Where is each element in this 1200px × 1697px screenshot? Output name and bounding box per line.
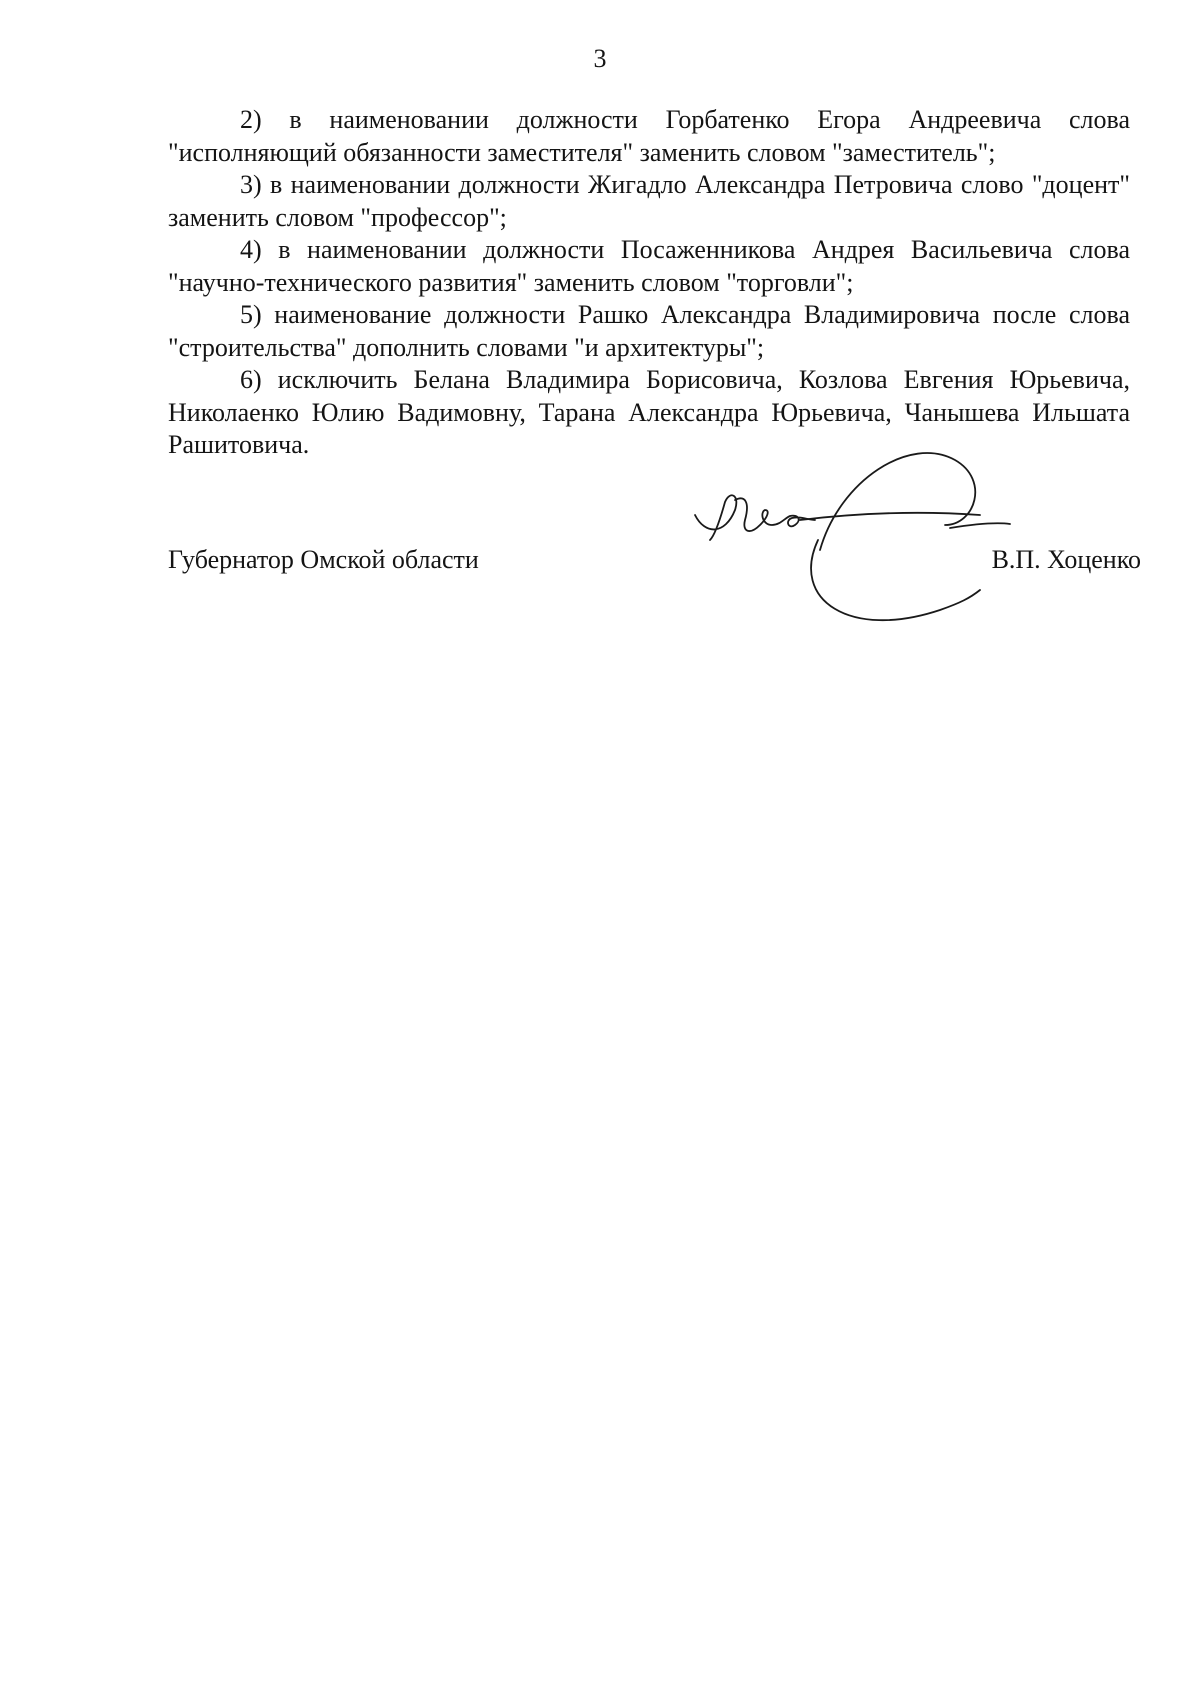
list-item: 3) в наименовании должности Жигадло Александра Петровича слово "доцент" заменить словом "профессор";: [168, 170, 1130, 232]
signer-name: В.П. Хоценко: [991, 545, 1141, 574]
signature-underline-stroke: [800, 513, 980, 520]
document-body: [168, 104, 1130, 462]
signature-initial-stroke: [695, 495, 736, 540]
signature-loop-stroke: [820, 453, 975, 550]
list-item: 2) в наименовании должности Горбатенко Егора Андреевича слова "исполняющий обязанности заместителя" заменить словом "заместитель";: [168, 105, 1130, 167]
list-item: 5) наименование должности Рашко Александра Владимировича после слова "строительства" дополнить словами "и архитектуры";: [168, 300, 1130, 362]
signer-title: Губернатор Омской области: [168, 545, 479, 574]
signature-loop-lower-stroke: [811, 540, 980, 620]
signature-letters-stroke: [735, 498, 815, 531]
list-item: 4) в наименовании должности Посаженникова Андрея Васильевича слова "научно-технического развития" заменить словом "торговли";: [168, 235, 1130, 297]
signature-cross-stroke: [950, 523, 1010, 528]
list-item: 6) исключить Белана Владимира Борисовича, Козлова Евгения Юрьевича, Николаенко Юлию Вадимовну, Тарана Александра Юрьевича, Чанышева Ильшата Рашитовича.: [168, 365, 1130, 459]
page-number: 3: [593, 44, 607, 73]
handwritten-signature: [690, 440, 1070, 640]
